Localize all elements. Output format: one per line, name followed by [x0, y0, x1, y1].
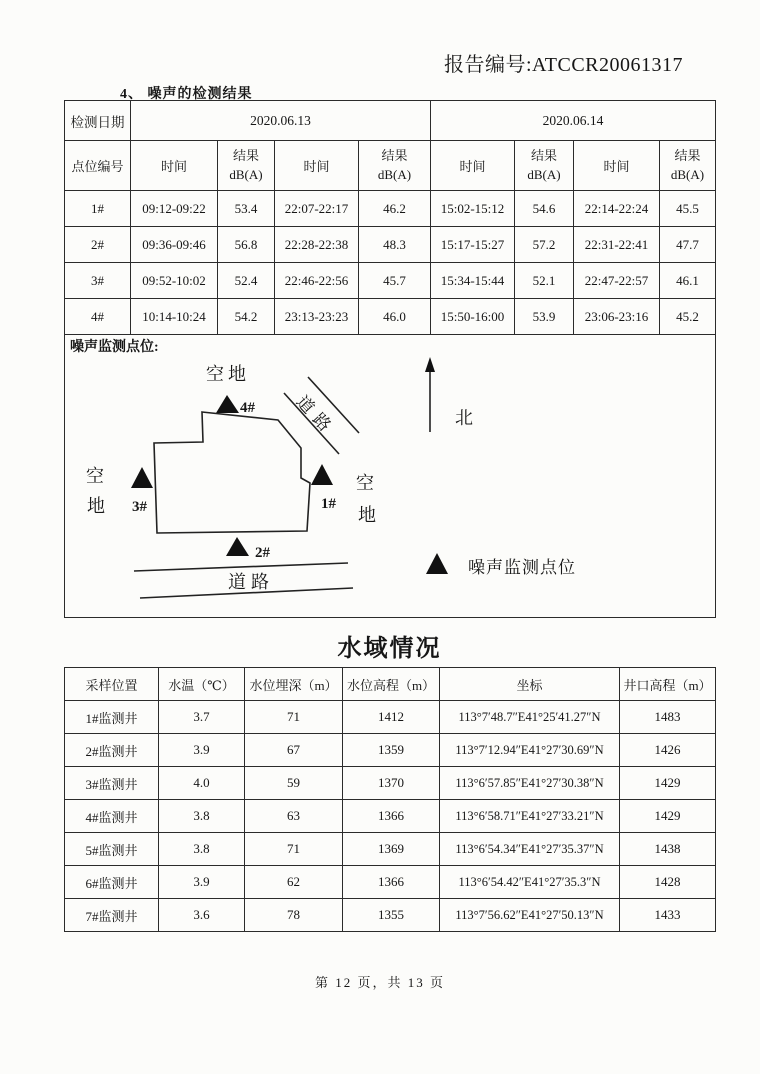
table-cell: 3.9	[159, 866, 245, 899]
table-cell: 78	[245, 899, 343, 932]
table-cell: 71	[245, 701, 343, 734]
result-label: 结果	[232, 147, 259, 163]
result-unit: dB(A)	[229, 166, 263, 182]
table-cell: 22:07-22:17	[275, 191, 359, 227]
table-cell: 4#监测井	[65, 800, 159, 833]
water-header-elevation: 水位高程（m）	[343, 668, 440, 701]
table-cell: 71	[245, 833, 343, 866]
table-cell: 22:46-22:56	[275, 263, 359, 299]
table-cell: 3.9	[159, 734, 245, 767]
result-label: 结果	[530, 147, 557, 163]
table-cell: 6#监测井	[65, 866, 159, 899]
table-cell: 46.1	[660, 263, 716, 299]
legend-triangle-icon	[426, 553, 448, 574]
table-row	[65, 833, 716, 866]
noise-result-header	[218, 141, 275, 191]
table-cell: 113°7′48.7″E41°25′41.27″N	[440, 701, 620, 734]
noise-date-2: 2020.06.14	[431, 101, 716, 141]
table-cell: 62	[245, 866, 343, 899]
road-label-bottom: 道路	[228, 572, 274, 592]
table-row	[65, 299, 716, 335]
noise-time-header: 时间	[131, 141, 218, 191]
table-cell: 3.7	[159, 701, 245, 734]
road-label-top: 道路	[292, 391, 340, 441]
table-cell: 1#监测井	[65, 701, 159, 734]
noise-time-header: 时间	[574, 141, 660, 191]
water-header-temp: 水温（℃）	[159, 668, 245, 701]
table-cell: 5#监测井	[65, 833, 159, 866]
table-cell: 1366	[343, 866, 440, 899]
table-cell: 3.8	[159, 800, 245, 833]
result-label: 结果	[381, 147, 408, 163]
noise-result-header	[660, 141, 716, 191]
water-header-coords: 坐标	[440, 668, 620, 701]
result-label: 结果	[674, 147, 701, 163]
table-cell: 1359	[343, 734, 440, 767]
table-cell: 53.9	[515, 299, 574, 335]
site-diagram-cell	[65, 335, 716, 618]
north-label: 北	[455, 408, 473, 428]
point-label-2: 2#	[255, 545, 270, 561]
north-arrow-head	[425, 357, 435, 372]
table-cell: 1433	[620, 899, 716, 932]
noise-time-header: 时间	[275, 141, 359, 191]
table-cell: 3#	[65, 263, 131, 299]
open-area-label-left: 空	[86, 466, 104, 486]
water-section-title: 水域情况	[337, 636, 442, 662]
noise-point-marker-4	[216, 395, 239, 413]
table-cell: 09:52-10:02	[131, 263, 218, 299]
table-cell: 15:34-15:44	[431, 263, 515, 299]
table-cell: 1429	[620, 767, 716, 800]
table-cell: 23:06-23:16	[574, 299, 660, 335]
table-cell: 113°6′54.34″E41°27′35.37″N	[440, 833, 620, 866]
table-cell: 2#监测井	[65, 734, 159, 767]
table-cell: 45.5	[660, 191, 716, 227]
table-row	[65, 141, 716, 191]
table-cell: 1429	[620, 800, 716, 833]
water-conditions-table	[64, 667, 716, 932]
table-cell: 63	[245, 800, 343, 833]
table-cell: 1483	[620, 701, 716, 734]
table-cell: 113°6′58.71″E41°27′33.21″N	[440, 800, 620, 833]
point-label-1: 1#	[321, 496, 336, 512]
water-header-location: 采样位置	[65, 668, 159, 701]
open-area-label-left: 地	[87, 496, 105, 516]
table-cell: 22:31-22:41	[574, 227, 660, 263]
table-cell: 4#	[65, 299, 131, 335]
noise-results-table	[64, 100, 716, 618]
table-row	[65, 767, 716, 800]
table-cell: 4.0	[159, 767, 245, 800]
noise-point-marker-1	[311, 464, 333, 485]
table-cell: 52.1	[515, 263, 574, 299]
table-cell: 113°6′54.42″E41°27′35.3″N	[440, 866, 620, 899]
table-cell: 54.2	[218, 299, 275, 335]
table-row	[65, 734, 716, 767]
table-cell: 09:36-09:46	[131, 227, 218, 263]
table-cell: 56.8	[218, 227, 275, 263]
table-cell: 09:12-09:22	[131, 191, 218, 227]
noise-point-marker-2	[226, 537, 249, 556]
table-cell: 15:17-15:27	[431, 227, 515, 263]
table-cell: 53.4	[218, 191, 275, 227]
table-cell: 23:13-23:23	[275, 299, 359, 335]
table-cell: 45.2	[660, 299, 716, 335]
noise-date-1: 2020.06.13	[131, 101, 431, 141]
table-cell: 1#	[65, 191, 131, 227]
table-cell: 2#	[65, 227, 131, 263]
report-number: 报告编号:ATCCR20061317	[444, 54, 684, 76]
open-area-label-top: 空地	[206, 364, 250, 384]
table-cell: 1355	[343, 899, 440, 932]
table-row	[65, 701, 716, 734]
table-row	[65, 227, 716, 263]
table-row	[65, 335, 716, 618]
diagram-caption: 噪声监测点位:	[70, 340, 159, 355]
table-cell: 46.2	[359, 191, 431, 227]
table-cell: 3#监测井	[65, 767, 159, 800]
water-header-wellhead: 井口高程（m）	[620, 668, 716, 701]
noise-result-header	[359, 141, 431, 191]
table-row	[65, 899, 716, 932]
table-row	[65, 866, 716, 899]
table-cell: 7#监测井	[65, 899, 159, 932]
noise-monitoring-site-map	[65, 335, 714, 616]
table-cell: 57.2	[515, 227, 574, 263]
noise-date-header: 检测日期	[65, 101, 131, 141]
table-row	[65, 668, 716, 701]
table-cell: 1370	[343, 767, 440, 800]
water-header-depth: 水位埋深（m）	[245, 668, 343, 701]
table-cell: 3.8	[159, 833, 245, 866]
table-cell: 45.7	[359, 263, 431, 299]
table-cell: 22:14-22:24	[574, 191, 660, 227]
table-cell: 59	[245, 767, 343, 800]
building-outline	[154, 412, 310, 533]
table-cell: 67	[245, 734, 343, 767]
table-cell: 46.0	[359, 299, 431, 335]
table-cell: 113°7′12.94″E41°27′30.69″N	[440, 734, 620, 767]
table-cell: 3.6	[159, 899, 245, 932]
table-row	[65, 191, 716, 227]
noise-point-header: 点位编号	[65, 141, 131, 191]
table-cell: 52.4	[218, 263, 275, 299]
table-cell: 48.3	[359, 227, 431, 263]
section-title-noise-results: 4、 噪声的检测结果	[120, 87, 253, 102]
result-unit: dB(A)	[377, 166, 412, 182]
table-cell: 10:14-10:24	[131, 299, 218, 335]
table-cell: 22:28-22:38	[275, 227, 359, 263]
table-row	[65, 101, 716, 141]
table-cell: 1428	[620, 866, 716, 899]
noise-point-marker-3	[131, 467, 153, 488]
result-unit: dB(A)	[670, 166, 705, 182]
open-area-label-right: 空	[356, 473, 374, 493]
table-cell: 15:02-15:12	[431, 191, 515, 227]
table-cell: 1426	[620, 734, 716, 767]
table-cell: 1438	[620, 833, 716, 866]
table-cell: 47.7	[660, 227, 716, 263]
table-cell: 1366	[343, 800, 440, 833]
table-cell: 1369	[343, 833, 440, 866]
point-label-3: 3#	[132, 499, 147, 515]
table-row	[65, 263, 716, 299]
noise-result-header	[515, 141, 574, 191]
noise-time-header: 时间	[431, 141, 515, 191]
table-cell: 54.6	[515, 191, 574, 227]
table-cell: 15:50-16:00	[431, 299, 515, 335]
result-unit: dB(A)	[527, 166, 561, 182]
page-number-footer: 第 12 页，共 13 页	[314, 975, 445, 990]
road-line	[134, 563, 348, 571]
open-area-label-right: 地	[358, 505, 376, 525]
table-cell: 22:47-22:57	[574, 263, 660, 299]
table-row	[65, 800, 716, 833]
legend-label: 噪声监测点位	[468, 558, 576, 577]
table-cell: 1412	[343, 701, 440, 734]
point-label-4: 4#	[240, 400, 255, 416]
table-cell: 113°6′57.85″E41°27′30.38″N	[440, 767, 620, 800]
table-cell: 113°7′56.62″E41°27′50.13″N	[440, 899, 620, 932]
